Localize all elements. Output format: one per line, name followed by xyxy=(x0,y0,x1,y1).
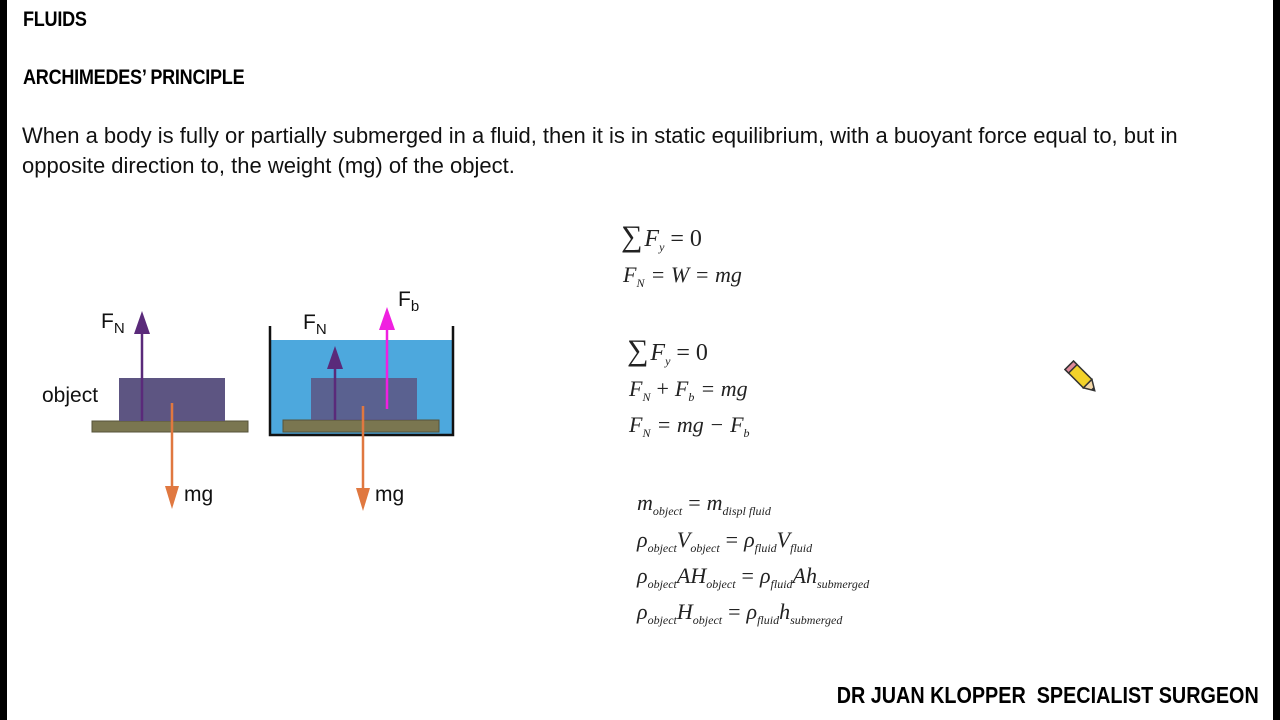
topic-title: ARCHIMEDES’ PRINCIPLE xyxy=(23,66,245,89)
submerged-platform xyxy=(283,420,439,432)
slide xyxy=(7,0,1273,720)
right-diagram xyxy=(270,288,453,511)
left-diagram xyxy=(42,310,248,509)
weight-label: mg xyxy=(184,483,214,506)
equation-set-2 xyxy=(627,334,750,440)
buoyant-force-arrowhead xyxy=(379,307,395,330)
object-label: object xyxy=(42,384,99,407)
equation-mass-equality: $m_{object} = m_{displ fluid}$ xyxy=(637,490,771,518)
equation-set-3 xyxy=(636,490,870,627)
equation-density-height: $\rho_{object}H_{object} = \rho_{fluid}h_{submerged}$ xyxy=(637,599,843,627)
author-credit: DR JUAN KLOPPER SPECIALIST SURGEON xyxy=(836,682,1259,708)
normal-force-arrowhead xyxy=(134,311,150,334)
pencil-icon[interactable] xyxy=(1062,358,1102,398)
equation-density-area-height: $\rho_{object}AH_{object} = \rho_{fluid}Ah_{submerged}$ xyxy=(637,563,870,591)
equation-density-volume: $\rho_{object}V_{object} = \rho_{fluid}V_{fluid}$ xyxy=(637,527,813,555)
section-title: FLUIDS xyxy=(23,8,87,31)
normal-force-label: $F_N$ xyxy=(303,311,327,338)
equation-sum-forces: $\sum F_y = 0$ xyxy=(621,220,702,254)
equation-set-1 xyxy=(621,220,742,290)
equation-normal-force: $F_N$ = mg − $F_b$ xyxy=(629,412,750,440)
buoyant-force-label: $F_b$ xyxy=(398,288,420,315)
weight-label: mg xyxy=(375,483,405,506)
weight-arrowhead xyxy=(165,486,179,509)
weight-arrowhead xyxy=(356,488,370,511)
principle-statement: When a body is fully or partially submerged in a fluid, then it is in static equilibrium, with a buoyant force equal to, but in opposite direction to, the weight (mg) of the object. xyxy=(22,123,1178,178)
equation-sum-forces: $\sum F_y = 0$ xyxy=(627,334,708,368)
normal-force-label: $F_N$ xyxy=(101,310,125,337)
ground-platform xyxy=(92,421,248,432)
equation-normal-weight: $F_N = W$ = mg xyxy=(623,262,742,290)
equation-force-balance: $F_N + F_b$ = mg xyxy=(629,376,748,404)
